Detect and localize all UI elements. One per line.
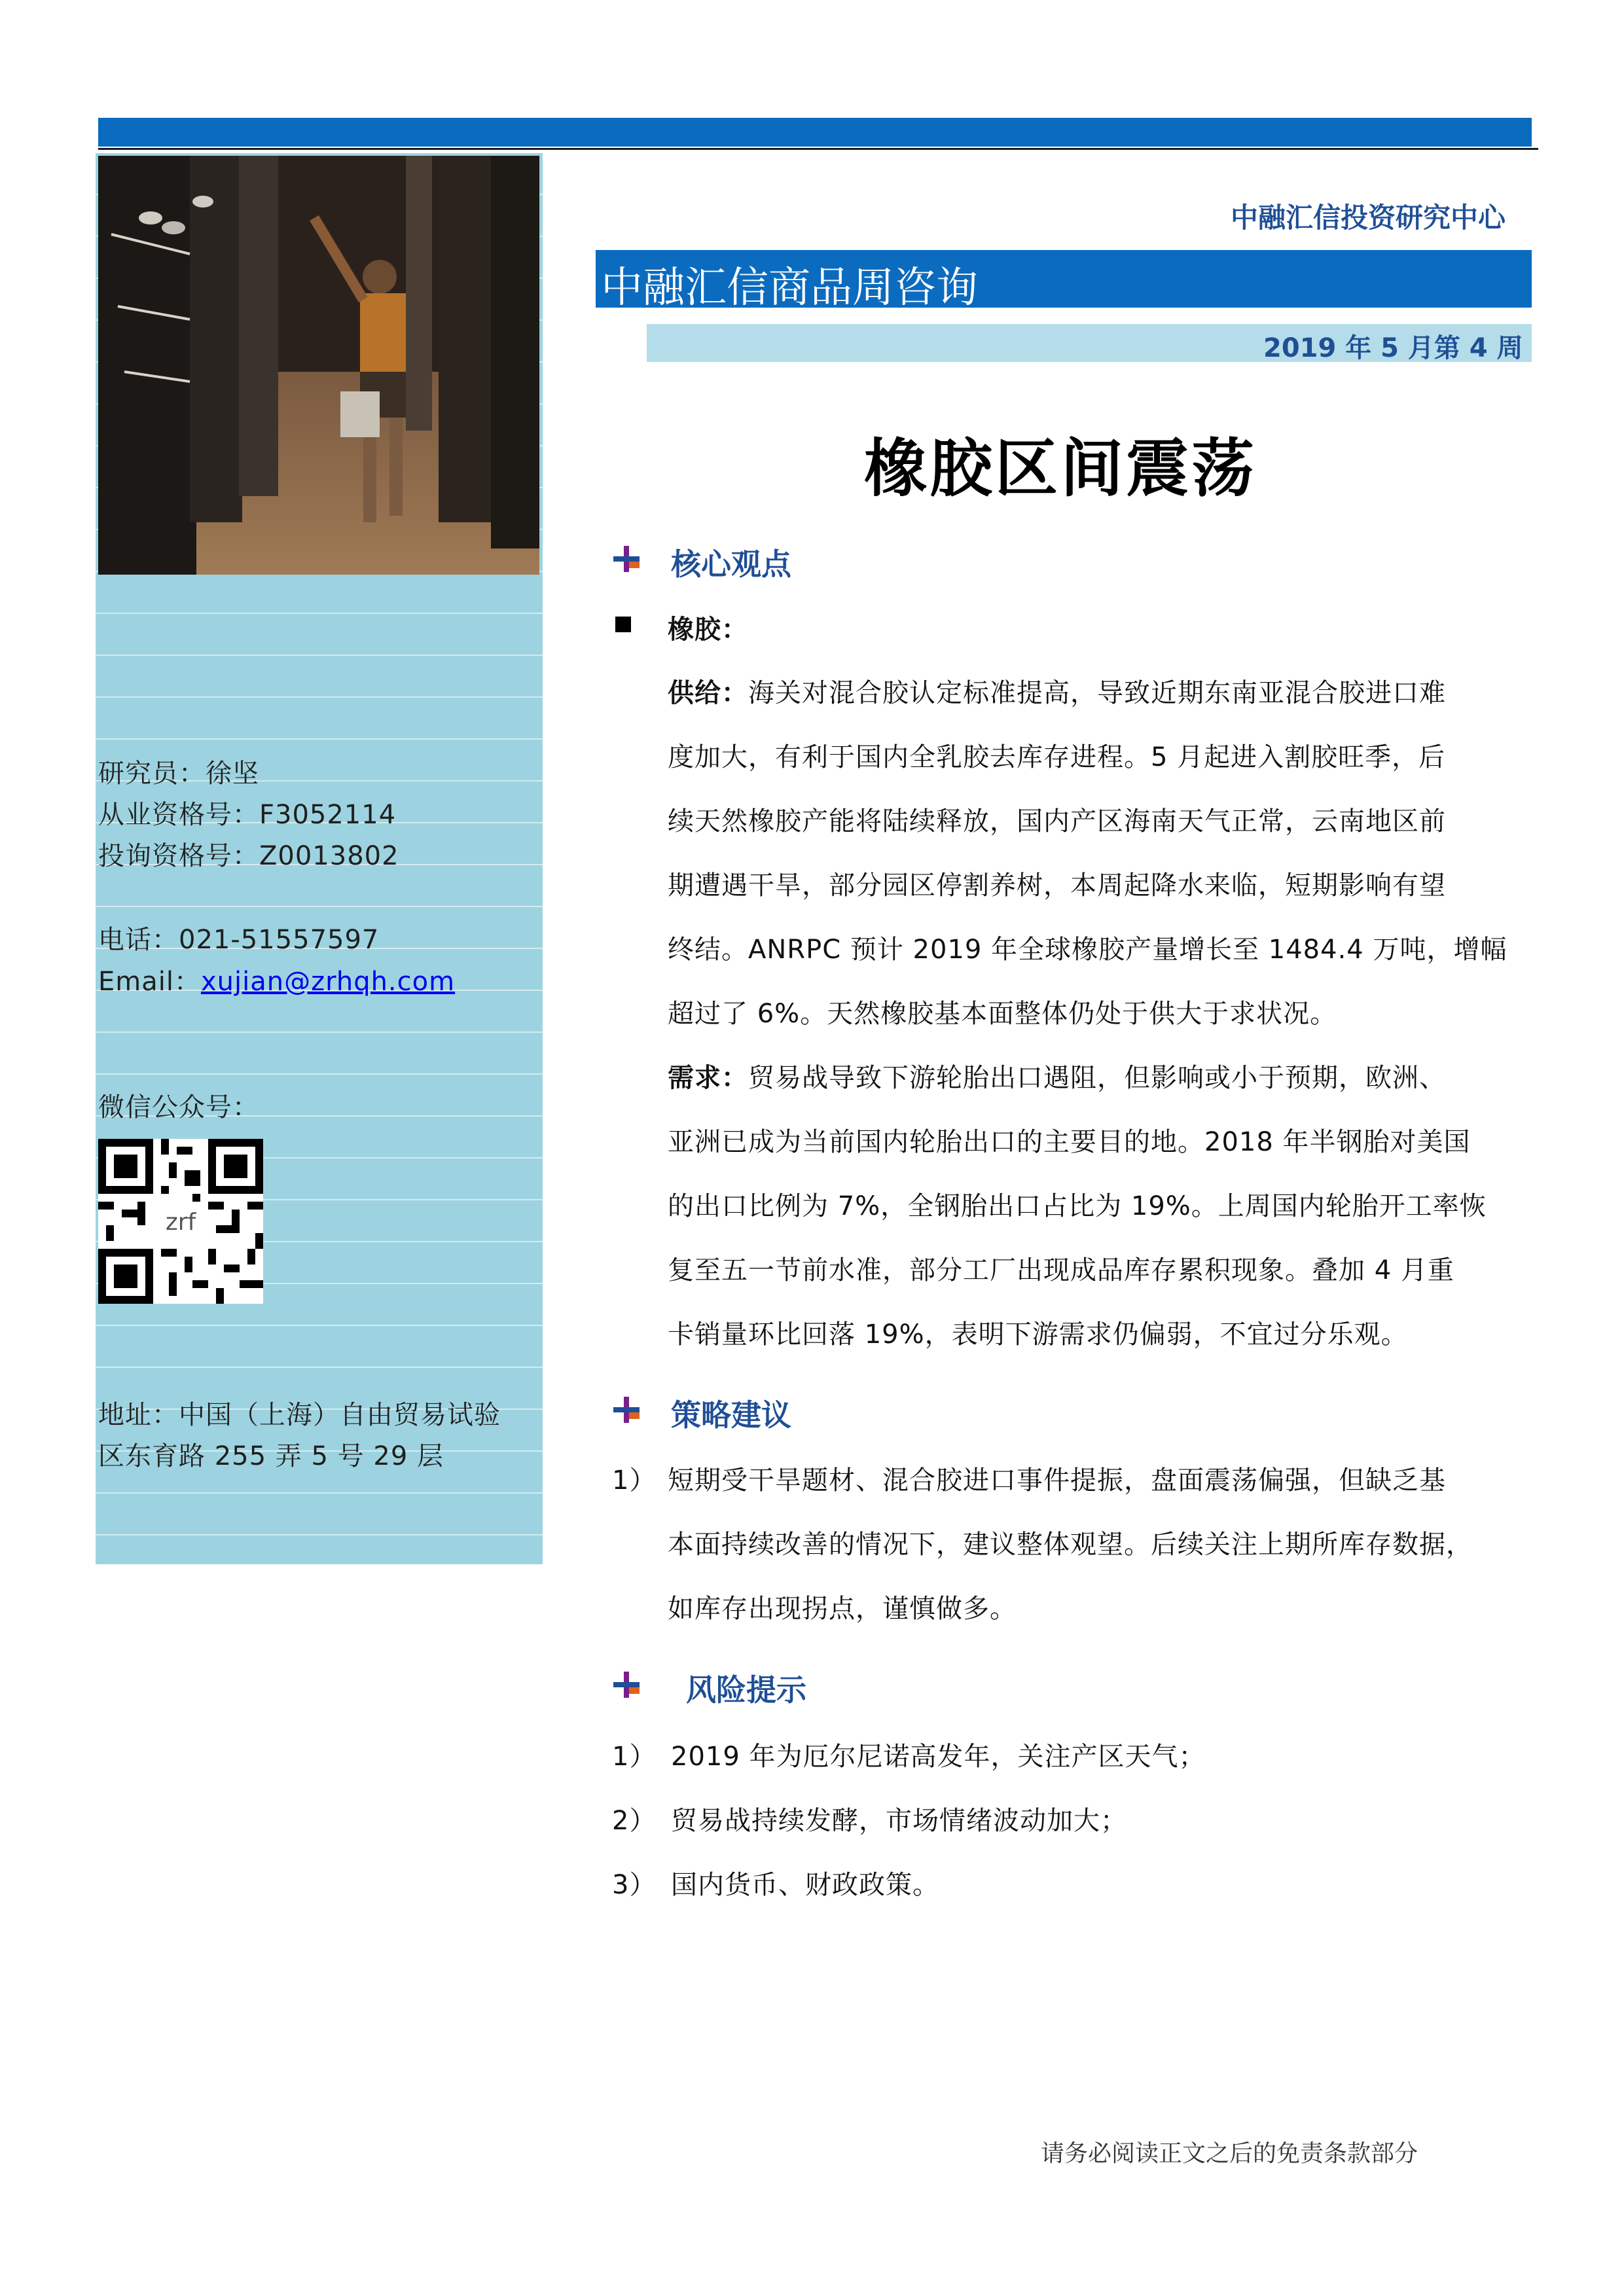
main-title: 橡胶区间震荡 <box>864 432 1257 505</box>
supply-line-1: 度加大，有利于国内全乳胶去库存进程。5 月起进入割胶旺季，后 <box>668 742 1446 772</box>
core-views-title: 核心观点 <box>671 547 791 582</box>
demand-label: 需求： <box>668 1063 748 1093</box>
demand-line-3: 复至五一节前水准，部分工厂出现成品库存累积现象。叠加 4 月重 <box>668 1255 1454 1285</box>
risk-item-1: 2019 年为厄尔尼诺高发年，关注产区天气； <box>671 1742 1206 1772</box>
qr-logo: zrf <box>165 1209 196 1236</box>
org-name: 中融汇信投资研究中心 <box>1231 202 1506 234</box>
strategy-title: 策略建议 <box>671 1397 791 1433</box>
supply-line-3: 期遭遇干旱，部分园区停割养树，本周起降水来临，短期影响有望 <box>668 870 1446 901</box>
section-marker-icon <box>612 1670 641 1699</box>
report-week: 2019 年 5 月第 4 周 <box>1263 333 1523 363</box>
phone-number: 电话：021-51557597 <box>98 925 380 955</box>
risk-number-1: 1） <box>612 1742 657 1772</box>
risk-title: 风险提示 <box>686 1672 806 1708</box>
top-header-bar <box>98 118 1532 147</box>
top-divider <box>98 148 1538 150</box>
address-line-2: 区东育路 255 弄 5 号 29 层 <box>98 1441 444 1471</box>
demand-text-0: 贸易战导致下游轮胎出口遇阻，但影响或小于预期，欧洲、 <box>748 1063 1446 1093</box>
section-marker-icon <box>612 1395 641 1424</box>
section-marker-icon <box>612 545 641 573</box>
supply-label: 供给： <box>668 678 748 708</box>
demand-line-4: 卡销量环比回落 19%，表明下游需求仍偏弱，不宜过分乐观。 <box>668 1319 1408 1350</box>
disclaimer-note: 请务必阅读正文之后的免责条款部分 <box>1041 2140 1418 2167</box>
supply-line-4: 终结。ANRPC 预计 2019 年全球橡胶产量增长至 1484.4 万吨，增幅 <box>668 935 1507 965</box>
demand-line-1: 亚洲已成为当前国内轮胎出口的主要目的地。2018 年半钢胎对美国 <box>668 1127 1471 1157</box>
bullet-square-icon <box>615 617 631 632</box>
researcher-name: 研究员：徐坚 <box>98 759 259 789</box>
email-link[interactable]: xujian@zrhqh.com <box>200 967 456 997</box>
strategy-line-0: 短期受干旱题材、混合胶进口事件提振，盘面震荡偏强，但缺乏基 <box>668 1465 1446 1496</box>
email-label: Email： <box>98 967 201 997</box>
demand-line-2: 的出口比例为 7%，全钢胎出口占比为 19%。上周国内轮胎开工率恢 <box>668 1191 1487 1221</box>
risk-item-2: 贸易战持续发酵，市场情绪波动加大； <box>671 1806 1127 1836</box>
email-row <box>98 961 455 998</box>
consult-qualification-number: 投询资格号：Z0013802 <box>98 841 399 871</box>
strategy-line-1: 本面持续改善的情况下，建议整体观望。后续关注上期所库存数据， <box>668 1530 1473 1560</box>
rubber-tapping-photo <box>98 156 539 575</box>
rubber-label: 橡胶： <box>668 615 748 645</box>
supply-line-0 <box>668 672 1446 709</box>
strategy-line-2: 如库存出现拐点，谨慎做多。 <box>668 1594 1017 1624</box>
address-line-1: 地址：中国（上海）自由贸易试验 <box>98 1400 501 1430</box>
wechat-qr-code <box>98 1139 263 1304</box>
report-title: 中融汇信商品周咨询 <box>601 264 978 312</box>
risk-item-3: 国内货币、财政政策。 <box>671 1870 939 1900</box>
risk-number-3: 3） <box>612 1870 657 1900</box>
risk-number-2: 2） <box>612 1806 657 1836</box>
wechat-label: 微信公众号： <box>98 1092 259 1122</box>
demand-line-0 <box>668 1057 1446 1094</box>
supply-text-0: 海关对混合胶认定标准提高，导致近期东南亚混合胶进口难 <box>748 678 1446 708</box>
supply-line-5: 超过了 6%。天然橡胶基本面整体仍处于供大于求状况。 <box>668 999 1337 1029</box>
strategy-number: 1） <box>612 1465 657 1496</box>
supply-line-2: 续天然橡胶产能将陆续释放，国内产区海南天气正常，云南地区前 <box>668 806 1446 836</box>
qualification-number: 从业资格号：F3052114 <box>98 800 397 830</box>
